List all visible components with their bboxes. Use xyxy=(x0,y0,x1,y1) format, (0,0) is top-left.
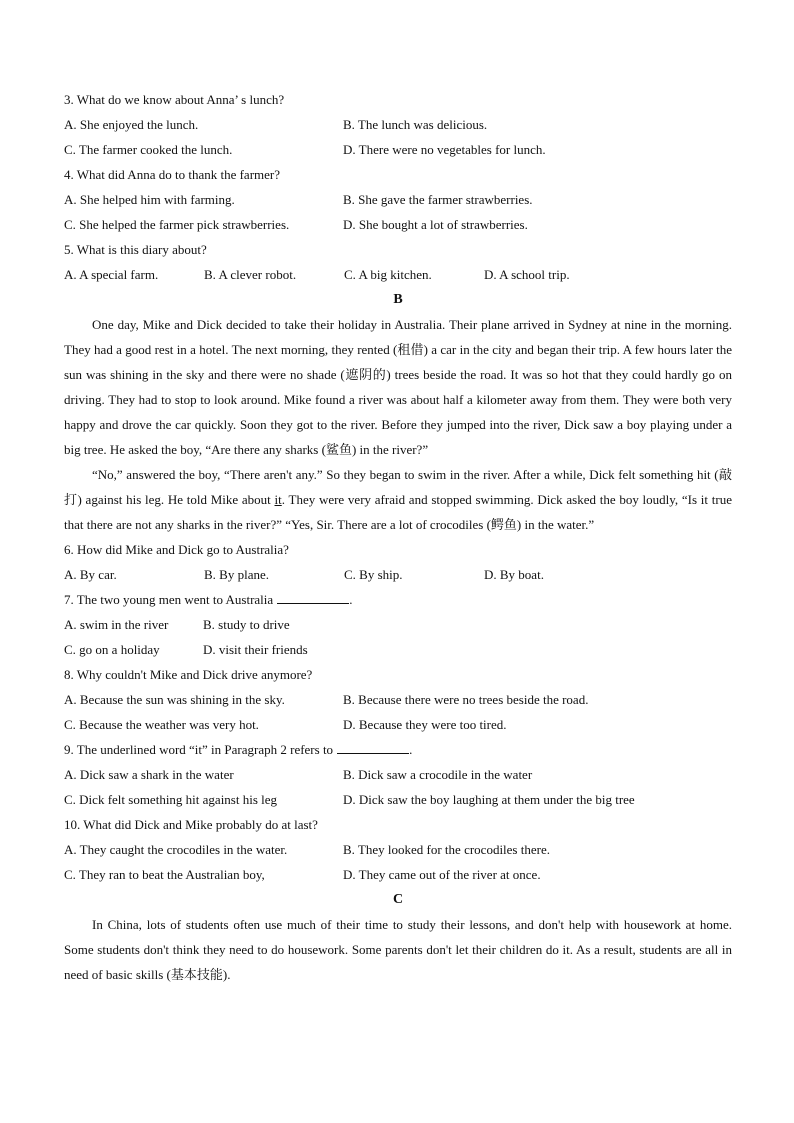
section-c-heading: C xyxy=(392,892,404,907)
question-9-options-row-1 xyxy=(64,762,732,787)
question-10-options-row-1 xyxy=(64,837,732,862)
passage-b-paragraph-2 xyxy=(64,462,732,537)
question-6-options xyxy=(64,562,732,587)
question-4-options-row-2 xyxy=(64,212,732,237)
option-d: D. By boat. xyxy=(484,567,544,582)
question-5-options xyxy=(64,262,732,287)
answer-blank xyxy=(337,741,409,754)
option-a: A. Dick saw a shark in the water xyxy=(64,767,234,782)
option-a: A. She helped him with farming. xyxy=(64,192,235,207)
question-3-stem: 3. What do we know about Anna’ s lunch? xyxy=(64,92,285,107)
option-d: D. Dick saw the boy laughing at them under the big tree xyxy=(343,792,635,807)
question-9-stem-line xyxy=(64,737,732,762)
option-d: D. Because they were too tired. xyxy=(343,717,507,732)
question-10-options-row-2 xyxy=(64,862,732,887)
question-10-stem: 10. What did Dick and Mike probably do at last? xyxy=(64,817,318,832)
option-c: C. By ship. xyxy=(344,567,403,582)
question-7-stem-end: . xyxy=(349,592,353,607)
option-c: C. She helped the farmer pick strawberries. xyxy=(64,217,290,232)
option-a: A. swim in the river xyxy=(64,617,169,632)
option-a: A. They caught the crocodiles in the water. xyxy=(64,842,288,857)
option-b: B. Because there were no trees beside the road. xyxy=(343,692,589,707)
question-9-stem-end: . xyxy=(409,742,413,757)
option-b: B. By plane. xyxy=(204,567,269,582)
underlined-word-it: it xyxy=(274,492,282,507)
question-4-stem: 4. What did Anna do to thank the farmer? xyxy=(64,167,281,182)
option-b: B. She gave the farmer strawberries. xyxy=(343,192,533,207)
option-c: C. The farmer cooked the lunch. xyxy=(64,142,233,157)
question-5-stem: 5. What is this diary about? xyxy=(64,242,207,257)
passage-c-paragraph-1: In China, lots of students often use much of their time to study their lessons, and don't help with housework at home. Some students don't think they need to do housework. Some parents don't let their children do it. As a result, students are all in need of basic skills (基本技能). xyxy=(64,917,732,982)
question-6-stem: 6. How did Mike and Dick go to Australia? xyxy=(64,542,289,557)
paragraph-2-text-after: . They were very afraid and stopped swimming. Dick asked the boy loudly, “Is it true that there are not any sharks in the river?” “Yes, Sir. There are a lot of crocodiles (鳄鱼) in the water.” xyxy=(64,492,732,532)
option-b: B. A clever robot. xyxy=(204,267,297,282)
question-9-stem: 9. The underlined word “it” in Paragraph 2 refers to xyxy=(64,742,334,757)
question-3-options-row-1 xyxy=(64,112,732,137)
option-b: B. Dick saw a crocodile in the water xyxy=(343,767,533,782)
option-b: B. The lunch was delicious. xyxy=(343,117,488,132)
question-7-options-row-2 xyxy=(64,637,732,662)
question-8-options-row-2 xyxy=(64,712,732,737)
option-c: C. Dick felt something hit against his leg xyxy=(64,792,278,807)
option-c: C. go on a holiday xyxy=(64,642,160,657)
option-b: B. They looked for the crocodiles there. xyxy=(343,842,550,857)
option-b: B. study to drive xyxy=(203,617,290,632)
option-a: A. Because the sun was shining in the sky. xyxy=(64,692,285,707)
question-4-options-row-1 xyxy=(64,187,732,212)
option-d: D. They came out of the river at once. xyxy=(343,867,541,882)
question-9-options-row-2 xyxy=(64,787,732,812)
question-8-options-row-1 xyxy=(64,687,732,712)
option-d: D. visit their friends xyxy=(203,642,308,657)
option-c: C. A big kitchen. xyxy=(344,267,432,282)
option-a: A. A special farm. xyxy=(64,267,159,282)
option-a: A. By car. xyxy=(64,567,117,582)
option-d: D. She bought a lot of strawberries. xyxy=(343,217,528,232)
option-d: D. A school trip. xyxy=(484,267,570,282)
question-7-options-row-1 xyxy=(64,612,732,637)
option-c: C. Because the weather was very hot. xyxy=(64,717,259,732)
option-a: A. She enjoyed the lunch. xyxy=(64,117,199,132)
question-7-stem: 7. The two young men went to Australia xyxy=(64,592,274,607)
question-8-stem: 8. Why couldn't Mike and Dick drive anymore? xyxy=(64,667,313,682)
passage-b-paragraph-1: One day, Mike and Dick decided to take their holiday in Australia. Their plane arrived in Sydney at nine in the morning. They had a good rest in a hotel. The next morning, they rented (租借) a car in the city and began their trip. A few hours later the sun was shining in the sky and there were no shade (遮阴的) trees beside the road. It was so hot that they could hardly go on driving. They had to stop to look around. Mike found a river was about half a kilometer away from them. They were both very happy and drove the car quickly. Soon they got to the river. Before they jumped into the river, Dick saw a boy playing under a big tree. He asked the boy, “Are there any sharks (鲨鱼) in the river?” xyxy=(64,317,732,457)
section-b-heading: B xyxy=(393,292,403,307)
option-d: D. There were no vegetables for lunch. xyxy=(343,142,546,157)
question-3-options-row-2 xyxy=(64,137,732,162)
paragraph-2-text-before: “No,” answered the boy, “There aren't any.” So they began to swim in the river. After a while, Dick felt something hit (敲打) against his leg. He told Mike about xyxy=(64,467,732,507)
answer-blank xyxy=(277,591,349,604)
worksheet-page xyxy=(64,87,732,987)
option-c: C. They ran to beat the Australian boy, xyxy=(64,867,265,882)
question-7-stem-line xyxy=(64,587,732,612)
